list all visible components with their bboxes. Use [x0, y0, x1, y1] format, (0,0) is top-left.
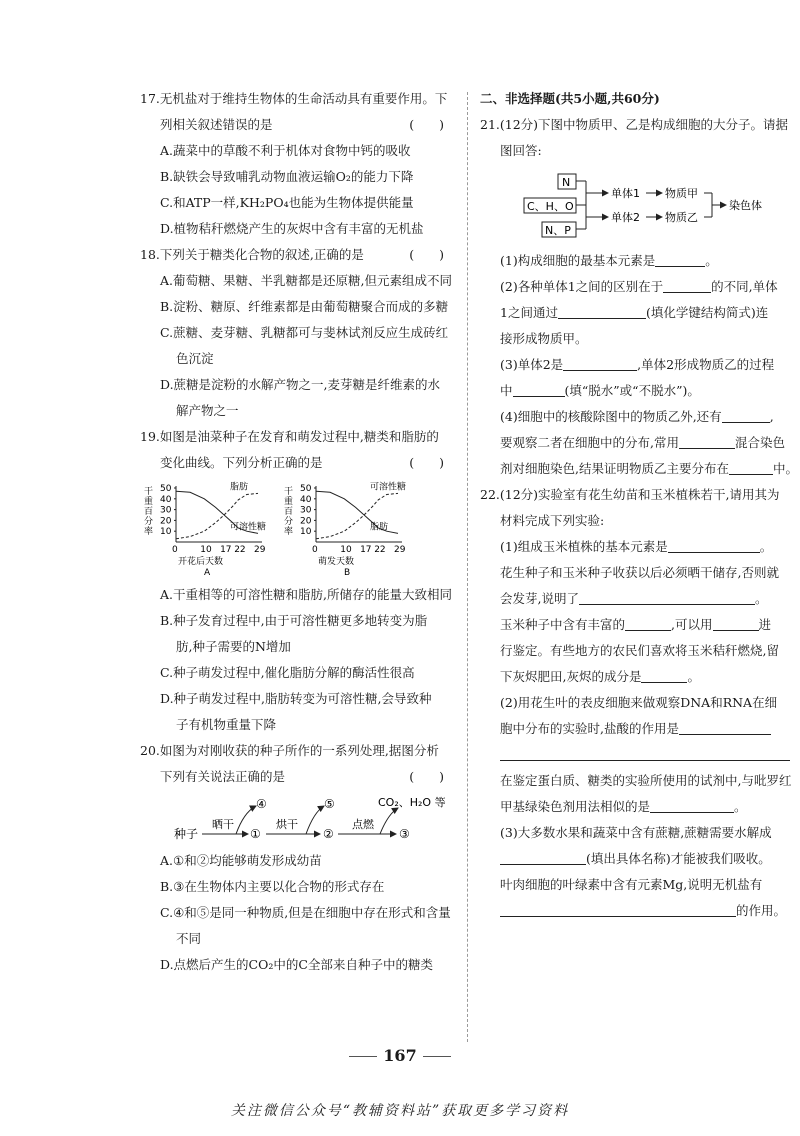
- chart-0-ytick-label: 40: [160, 494, 172, 505]
- jia-label: 物质甲: [665, 187, 698, 200]
- page-number-dash-right: [423, 1056, 451, 1057]
- q22-part1-line5: 行鉴定。有些地方的农民们喜欢将玉米秸秆燃烧,留: [500, 643, 779, 658]
- q22-part3-line3: 叶肉细胞的叶绿素中含有元素Mg,说明无机盐有: [500, 877, 763, 892]
- q18-stem-text: 18.下列关于糖类化合物的叙述,正确的是: [140, 247, 364, 262]
- q22-p1-end2: 。: [754, 591, 768, 606]
- q22-blank-5[interactable]: [641, 668, 687, 683]
- q21-p4-text6: 中。: [772, 461, 798, 476]
- q17-option-d: D.植物秸秆燃烧产生的灰烬中含有丰富的无机盐: [160, 221, 424, 236]
- chart-0-xlabel: 开花后天数: [178, 557, 224, 567]
- question-17: [140, 86, 462, 242]
- q17-answer-paren: ( ): [409, 117, 444, 132]
- n-label: N: [562, 176, 571, 189]
- chart-0-xtick-label: 22: [234, 545, 246, 555]
- q18-option-a: A.葡萄糖、果糖、半乳糖都是还原糖,但元素组成不同: [160, 273, 452, 288]
- circle-1-label: ①: [250, 827, 261, 841]
- q21-blank-3[interactable]: [558, 304, 646, 319]
- q22-p3-end: 的作用。: [736, 903, 787, 918]
- q21-part4-line3: [480, 456, 798, 482]
- q21-part4-line1: [480, 404, 798, 430]
- mono2-label: 单体2: [611, 211, 640, 224]
- q19-stem-line2: [140, 450, 462, 476]
- q20-option-c-line2: 不同: [176, 931, 202, 946]
- q21-stem-line1: 21.(12分)下图中物质甲、乙是构成细胞的大分子。请据: [480, 117, 789, 132]
- chart-0-ytick-label: 20: [160, 516, 172, 527]
- q21-molecule-diagram: [480, 168, 780, 246]
- chart-0-xtick-label: 10: [200, 545, 212, 555]
- right-column: [480, 86, 798, 924]
- q17-option-a: A.蔬菜中的草酸不利于机体对食物中钙的吸收: [160, 143, 411, 158]
- q19-option-c: C.种子萌发过程中,催化脂肪分解的酶活性很高: [160, 665, 415, 680]
- left-column: [140, 86, 462, 978]
- q21-p1-text: (1)构成细胞的最基本元素是: [500, 253, 656, 268]
- q22-p1-text: (1)组成玉米植株的基本元素是: [500, 539, 668, 554]
- q22-p1-text2: 会发芽,说明了: [500, 591, 579, 606]
- q18-option-d-line2: 解产物之一: [176, 403, 239, 418]
- q22-part2-line2: [480, 716, 798, 742]
- chart-1-xtick-label: 29: [394, 545, 406, 555]
- q18-option-c-line2: 色沉淀: [176, 351, 214, 366]
- chart-1-ytick-label: 30: [300, 505, 312, 516]
- q17-stem-line1: 17.无机盐对于维持生物体的生命活动具有重要作用。下: [140, 91, 448, 106]
- chromosome-label: 染色体: [729, 199, 762, 212]
- q21-p2-text: (2)各种单体1之间的区别在于: [500, 279, 664, 294]
- gas-label: CO₂、H₂O 等: [378, 796, 446, 809]
- q21-p4-text2: ,: [769, 409, 774, 424]
- q22-part1-line2: 花生种子和玉米种子收获以后必须晒干储存,否则就: [500, 565, 779, 580]
- np-label: N、P: [545, 224, 571, 237]
- q22-p1-text3: 玉米种子中含有丰富的: [500, 617, 626, 632]
- bake-label: 烘干: [276, 818, 298, 831]
- q22-stem-line1: 22.(12分)实验室有花生幼苗和玉米植株若干,请用其为: [480, 487, 780, 502]
- q17-stem-text: 列相关叙述错误的是: [160, 117, 273, 132]
- q22-part1-line4: [480, 612, 798, 638]
- q20-option-b: B.③在生物体内主要以化合物的形式存在: [160, 879, 385, 894]
- seed-label: 种子: [174, 827, 199, 841]
- column-divider: [467, 92, 468, 1042]
- q19-answer-paren: ( ): [409, 455, 444, 470]
- chart-0-xtick-label: 0: [172, 545, 178, 555]
- chart-1-series-1-label: 脂肪: [370, 522, 389, 533]
- q19-stem-text: 变化曲线。下列分析正确的是: [160, 455, 323, 470]
- q21-p4-text4: 混合染色: [734, 435, 785, 450]
- q18-option-d-line1: D.蔗糖是淀粉的水解产物之一,麦芽糖是纤维素的水: [160, 377, 441, 392]
- q22-blank-2[interactable]: [579, 590, 755, 605]
- q21-p3-text3: 中: [500, 383, 513, 398]
- chart-0-series-1-label: 可溶性糖: [230, 522, 267, 533]
- q22-blank-9[interactable]: [500, 850, 586, 865]
- q22-part3-line4: [480, 898, 798, 924]
- chart-1-ylabel-char: 率: [284, 527, 294, 537]
- q22-p1-text6: 下灰烬肥田,灰烬的成分是: [500, 669, 642, 684]
- q22-part2-line4: 在鉴定蛋白质、糖类的实验所使用的试剂中,与吡罗红: [500, 773, 792, 788]
- q21-p4-text3: 要观察二者在细胞中的分布,常用: [500, 435, 679, 450]
- chart-1-ytick-label: 50: [300, 484, 312, 494]
- chart-0-ylabel-char: 率: [144, 527, 154, 537]
- question-20: [140, 738, 462, 978]
- chart-1-ylabel-char: 分: [284, 517, 294, 527]
- q22-part1-line3: [480, 586, 798, 612]
- section-heading: 二、非选择题(共5小题,共60分): [480, 91, 660, 106]
- q22-p3-text: (填出具体名称)才能被我们吸收。: [586, 851, 771, 866]
- q22-part1-line1: [480, 534, 798, 560]
- dry-label: 晒干: [212, 818, 234, 831]
- q22-part2-line3: [480, 742, 798, 768]
- q20-stem-line2: [140, 764, 462, 790]
- q21-stem-line2: 图回答:: [500, 143, 542, 158]
- chart-1-ylabel-char: 重: [284, 497, 294, 507]
- q21-blank-7[interactable]: [679, 434, 735, 449]
- chart-1-xlabel: 萌发天数: [318, 557, 355, 567]
- q18-option-b: B.淀粉、糖原、纤维素都是由葡萄糖聚合而成的多糖: [160, 299, 449, 314]
- chart-0-ytick-label: 30: [160, 505, 172, 516]
- q22-part2-line5: [480, 794, 798, 820]
- chart-0-ytick-label: 10: [160, 527, 172, 538]
- chart-1-ytick-label: 40: [300, 494, 312, 505]
- chart-0-ylabel-char: 重: [144, 497, 154, 507]
- chart-1-xtick-label: 10: [340, 545, 352, 555]
- q21-p3-text: (3)单体2是: [500, 357, 564, 372]
- q20-stem-line1: 20.如图为对刚收获的种子所作的一系列处理,据图分析: [140, 743, 439, 758]
- burn-label: 点燃: [352, 818, 374, 831]
- circle-4-label: ④: [256, 797, 267, 811]
- q19-option-d-line2: 子有机物重量下降: [176, 717, 277, 732]
- q21-blank-4[interactable]: [563, 356, 637, 371]
- q17-option-c: C.和ATP一样,KH₂PO₄也能为生物体提供能量: [160, 195, 414, 210]
- page-number-dash-left: [349, 1056, 377, 1057]
- q21-p1-end: 。: [705, 253, 718, 268]
- q20-answer-paren: ( ): [409, 769, 444, 784]
- q21-p4-text: (4)细胞中的核酸除图中的物质乙外,还有: [500, 409, 722, 424]
- chart-1-subtitle: B: [344, 568, 351, 578]
- question-19: [140, 424, 462, 738]
- q22-part3-line2: [480, 846, 798, 872]
- q22-part2-line1: (2)用花生叶的表皮细胞来做观察DNA和RNA在细: [500, 695, 778, 710]
- question-18: [140, 242, 462, 424]
- q19-charts-figure: [140, 480, 440, 580]
- q21-part3-line1: [480, 352, 798, 378]
- question-22: [480, 482, 798, 924]
- q22-blank-1[interactable]: [668, 538, 760, 553]
- q22-p1-text4: ,可以用: [671, 617, 713, 632]
- page-number-value: 167: [383, 1046, 417, 1065]
- chart-0-ylabel-char: 百: [144, 507, 154, 517]
- chart-0-xtick-label: 29: [254, 545, 266, 555]
- q18-option-c-line1: C.蔗糖、麦芽糖、乳糖都可与斐林试剂反应生成砖红: [160, 325, 449, 340]
- q21-p3-text2: ,单体2形成物质乙的过程: [637, 357, 775, 372]
- page-number: [0, 1046, 800, 1065]
- q22-p1-end: 。: [759, 539, 773, 554]
- cho-label: C、H、O: [527, 200, 574, 213]
- q21-p3-text4: (填“脱水”或“不脱水”)。: [564, 383, 700, 398]
- q20-option-a: A.①和②均能够萌发形成幼苗: [160, 853, 322, 868]
- circle-3-label: ③: [399, 827, 410, 841]
- q21-part3-line2: [480, 378, 798, 404]
- mono1-label: 单体1: [611, 187, 640, 200]
- q18-stem-line: [140, 242, 462, 268]
- question-21: [480, 112, 798, 482]
- q18-answer-paren: ( ): [409, 247, 444, 262]
- chart-0-ylabel-char: 分: [144, 517, 154, 527]
- q20-option-d: D.点燃后产生的CO₂中的C全部来自种子中的糖类: [160, 957, 433, 972]
- q21-part4-line2: [480, 430, 798, 456]
- q22-blank-8[interactable]: [650, 798, 734, 813]
- chart-1-series-0-label: 可溶性糖: [370, 482, 407, 493]
- yi-label: 物质乙: [665, 211, 698, 224]
- chart-1-xtick-label: 0: [312, 545, 318, 555]
- q22-p1-text5: 进: [758, 617, 772, 632]
- chart-1-ylabel-char: 干: [284, 487, 294, 497]
- q19-stem-line1: 19.如图是油菜种子在发育和萌发过程中,糖类和脂肪的: [140, 429, 439, 444]
- q20-option-c-line1: C.④和⑤是同一种物质,但是在细胞中存在形式和含量: [160, 905, 451, 920]
- chart-0-series-0-label: 脂肪: [230, 482, 249, 493]
- q17-stem-line2: [140, 112, 462, 138]
- q19-option-d-line1: D.种子萌发过程中,脂肪转变为可溶性糖,会导致种: [160, 691, 432, 706]
- q21-blank-6[interactable]: [722, 408, 770, 423]
- q21-part2-line2: [480, 300, 798, 326]
- q21-blank-8[interactable]: [729, 460, 773, 475]
- circle-5-label: ⑤: [324, 797, 335, 811]
- chart-1-ytick-label: 10: [300, 527, 312, 538]
- q22-blank-7[interactable]: [500, 746, 790, 761]
- q17-option-b: B.缺铁会导致哺乳动物血液运输O₂的能力下降: [160, 169, 414, 184]
- circle-2-label: ②: [323, 827, 334, 841]
- q22-part3-line1: (3)大多数水果和蔬菜中含有蔗糖,蔗糖需要水解成: [500, 825, 772, 840]
- arrow-to-gas: [380, 808, 398, 834]
- q21-part1: [480, 248, 798, 274]
- chart-0-subtitle: A: [204, 568, 211, 578]
- q22-p2-end: 。: [734, 799, 747, 814]
- q22-stem-line2: 材料完成下列实验:: [500, 513, 605, 528]
- q22-blank-3[interactable]: [625, 616, 671, 631]
- q21-blank-5[interactable]: [513, 382, 565, 397]
- q21-blank-1[interactable]: [655, 252, 705, 267]
- chart-1-xtick-label: 17: [360, 545, 372, 555]
- q21-p2-text4: (填化学键结构简式)连: [645, 305, 769, 320]
- footer-watermark: 关注微信公众号“教辅资料站”获取更多学习资料: [230, 1103, 570, 1119]
- q22-p2-text: 胞中分布的实验时,盐酸的作用是: [500, 721, 679, 736]
- q22-blank-4[interactable]: [713, 616, 759, 631]
- q21-p2-text2: 的不同,单体: [711, 279, 778, 294]
- q22-part1-line6: [480, 664, 798, 690]
- chart-0-ylabel-char: 干: [144, 487, 154, 497]
- q21-part2-line3: 接形成物质甲。: [500, 331, 588, 346]
- q22-p1-end3: 。: [687, 669, 700, 684]
- chart-1-ylabel-char: 百: [284, 507, 294, 517]
- q22-blank-6[interactable]: [679, 720, 771, 735]
- q21-p2-text3: 1之间通过: [500, 305, 558, 320]
- q21-p4-text5: 剂对细胞染色,结果证明物质乙主要分布在: [500, 461, 729, 476]
- chart-0-ytick-label: 50: [160, 484, 172, 494]
- chart-1-xtick-label: 22: [374, 545, 386, 555]
- q22-p2-text2: 甲基绿染色剂用法相似的是: [500, 799, 651, 814]
- q20-stem-text: 下列有关说法正确的是: [160, 769, 286, 784]
- q21-blank-2[interactable]: [663, 278, 711, 293]
- q19-option-b-line2: 肪,种子需要的N增加: [176, 639, 291, 654]
- q19-option-a: A.干重相等的可溶性糖和脂肪,所储存的能量大致相同: [160, 587, 452, 602]
- q21-part2-line1: [480, 274, 798, 300]
- chart-1-ytick-label: 20: [300, 516, 312, 527]
- q19-option-b-line1: B.种子发育过程中,由于可溶性糖更多地转变为脂: [160, 613, 428, 628]
- chart-0-xtick-label: 17: [220, 545, 232, 555]
- q20-seed-diagram: [140, 794, 460, 846]
- q22-blank-10[interactable]: [500, 902, 736, 917]
- arrow-to-5: [306, 806, 324, 834]
